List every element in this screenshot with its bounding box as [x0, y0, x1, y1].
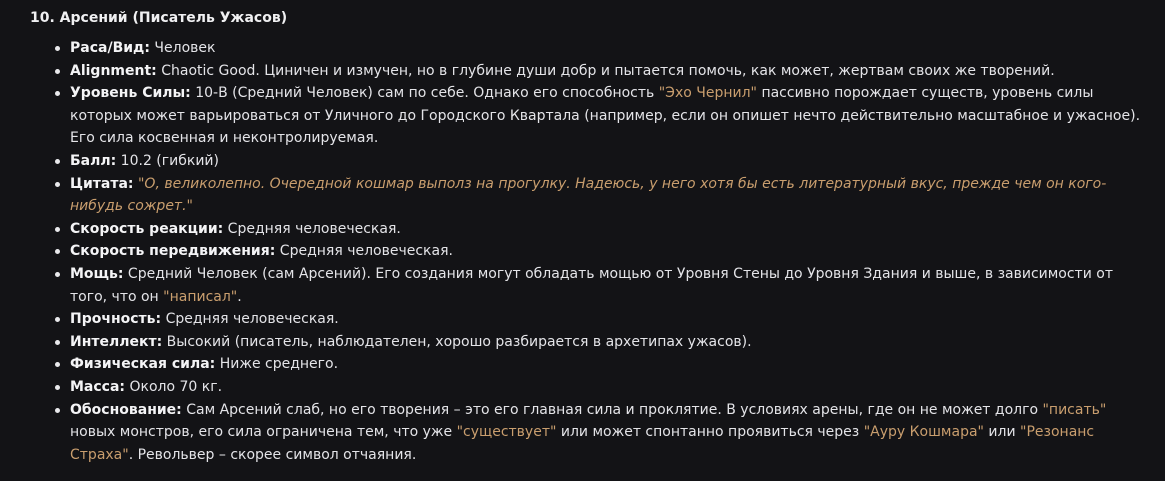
quote-text: "О, великолепно. Очередной кошмар выполз на прогулку. Надеюсь, у него хотя бы есть литературный вкус, прежде чем он кого-нибудь сожрет." — [70, 175, 1107, 215]
quoted-term: "Эхо Чернил" — [658, 85, 757, 102]
list-item-durability — [70, 308, 1145, 331]
item-text: . Револьвер – скорее символ отчаяния. — [128, 446, 417, 463]
item-key: Уровень Силы: — [70, 85, 191, 102]
list-item-movement-speed — [70, 240, 1145, 263]
item-text: или — [983, 424, 1021, 441]
item-key: Интеллект: — [70, 333, 163, 350]
list-item-alignment — [70, 60, 1145, 83]
quoted-term: "Ауру Кошмара" — [863, 424, 984, 441]
item-key: Раса/Вид: — [70, 40, 150, 56]
quoted-term: "существует" — [456, 424, 557, 441]
item-text: Человек — [149, 40, 216, 56]
item-text: 10-B (Средний Человек) сам по себе. Однако его способность — [190, 85, 659, 102]
quoted-term: "написал" — [163, 288, 238, 305]
item-key: Масса: — [70, 378, 126, 395]
quoted-term: "писать" — [1042, 401, 1107, 418]
item-text: 10.2 (гибкий) — [116, 152, 219, 169]
item-key: Мощь: — [70, 265, 124, 282]
item-text: или может спонтанно проявиться через — [556, 424, 864, 441]
item-text: Chaotic Good. Циничен и измучен, но в глубине души добр и пытается помочь, как может, жертвам своих же творений. — [156, 62, 1055, 79]
item-text: Сам Арсений слаб, но его творения – это его главная сила и проклятие. В условиях арены, где он не может долго — [181, 401, 1043, 418]
item-text: Ниже среднего. — [215, 356, 339, 373]
list-item-reaction-speed — [70, 218, 1145, 241]
item-key: Скорость передвижения: — [70, 243, 276, 260]
item-text: Средняя человеческая. — [223, 220, 401, 237]
item-text: . — [237, 288, 242, 305]
item-text: Высокий (писатель, наблюдателен, хорошо разбирается в архетипах ужасов). — [162, 333, 752, 350]
list-item-might — [70, 263, 1145, 308]
item-key: Обоснование: — [70, 401, 182, 418]
item-key: Скорость реакции: — [70, 220, 224, 237]
item-key: Физическая сила: — [70, 356, 216, 373]
list-item-mass — [70, 376, 1145, 399]
list-item-justification — [70, 399, 1145, 467]
item-key: Прочность: — [70, 311, 162, 328]
section-heading: 10. Арсений (Писатель Ужасов) — [30, 10, 288, 26]
list-item-score — [70, 150, 1145, 173]
item-text: новых монстров, его сила ограничена тем, что уже — [70, 424, 457, 441]
item-text: Средний Человек (сам Арсений). Его создания могут обладать мощью от Уровня Стены до Уровня Здания и выше, в зависимости от того, что он — [70, 265, 1113, 305]
item-key: Alignment: — [70, 62, 157, 79]
stats-list — [30, 37, 1145, 466]
item-text: Средняя человеческая. — [161, 311, 339, 328]
quoted-term: "Резонанс Страха" — [70, 424, 1095, 463]
item-key: Цитата: — [70, 175, 134, 192]
item-text: Около 70 кг. — [125, 378, 223, 395]
item-text: пассивно порождает существ, уровень силы которых может варьироваться от Уличного до Городского Квартала (например, если он опишет нечто действительно масштабное и ужасное). Его сила косвенная и неконтролируемая. — [70, 85, 1141, 147]
list-item-intellect — [70, 331, 1145, 354]
list-item-power-level — [70, 82, 1145, 150]
item-key: Балл: — [70, 152, 117, 169]
item-text: Средняя человеческая. — [275, 243, 453, 260]
list-item-strength — [70, 353, 1145, 376]
list-item-quote — [70, 173, 1145, 218]
list-item-race — [70, 37, 1145, 60]
